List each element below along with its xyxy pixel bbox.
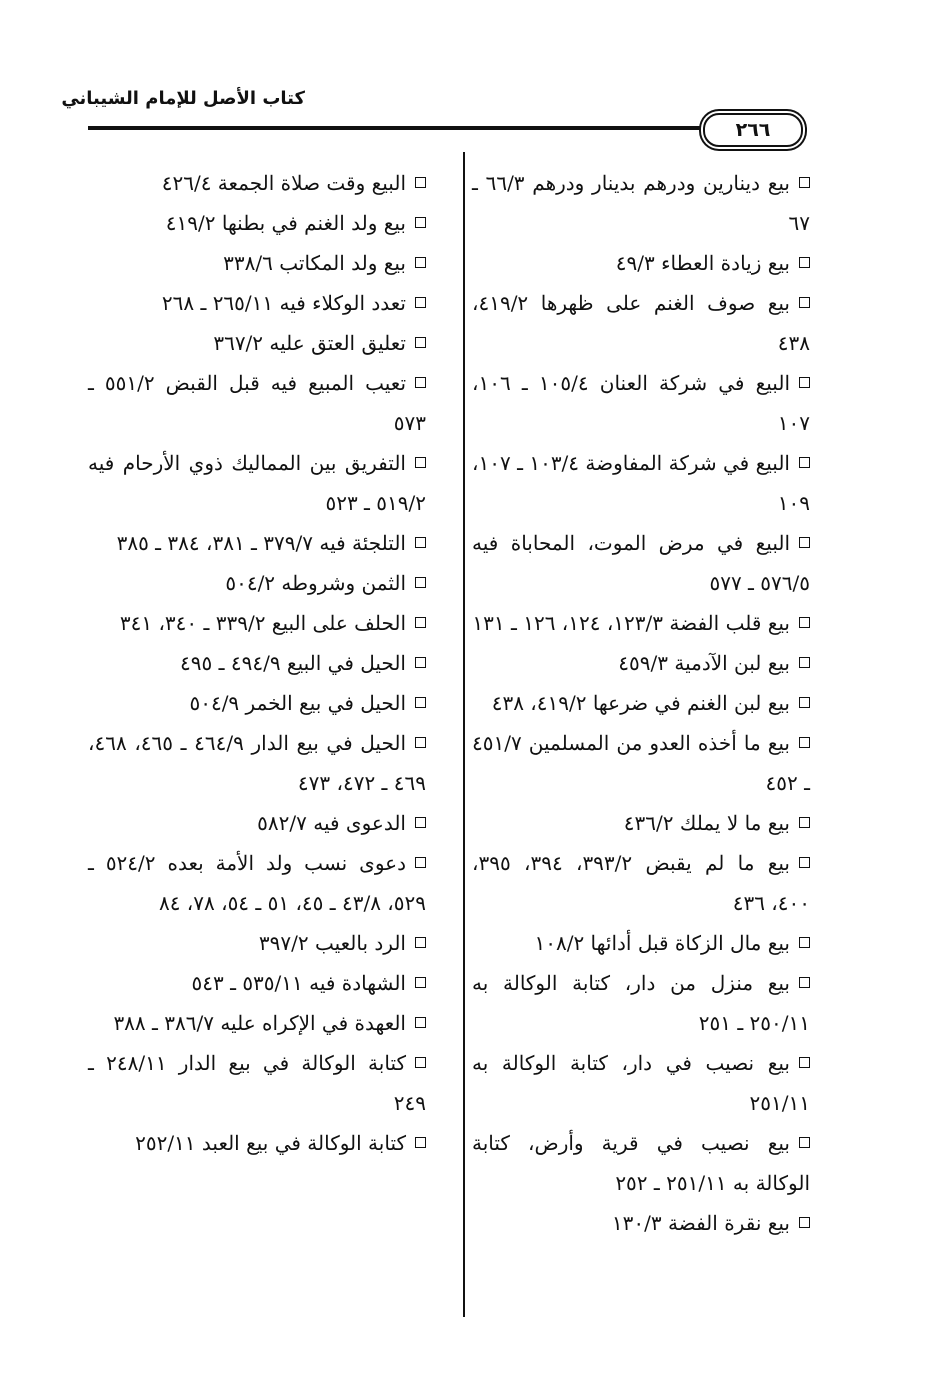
index-entry-text: بيع نصيب في قرية وأرض، كتابة الوكالة به ٢٥١/١١ ـ ٢٥٢ [472, 1131, 810, 1195]
entry-bullet-icon [415, 1017, 426, 1028]
index-entry [88, 563, 426, 603]
index-entry [472, 523, 810, 603]
index-entry-text: الحلف على البيع ٣٣٩/٢ ـ ٣٤٠، ٣٤١ [119, 611, 406, 635]
index-entry-text: بيع مال الزكاة قبل أدائها ١٠٨/٢ [534, 931, 790, 955]
index-entry [472, 443, 810, 523]
entry-bullet-icon [415, 217, 426, 228]
index-entry [472, 923, 810, 963]
index-entry-text: بيع ما لا يملك ٤٣٦/٢ [623, 811, 790, 835]
index-entry-text: الثمن وشروطه ٥٠٤/٢ [225, 571, 406, 595]
index-entry-text: تعدد الوكلاء فيه ٢٦٥/١١ ـ ٢٦٨ [161, 291, 406, 315]
index-entry [88, 163, 426, 203]
index-entry-text: التفريق بين المماليك ذوي الأرحام فيه ٥١٩/٢ ـ ٥٢٣ [88, 451, 426, 515]
index-entry [88, 723, 426, 803]
index-entry-text: الدعوى فيه ٥٨٢/٧ [257, 811, 406, 835]
index-entry-text: الحيل في البيع ٤٩٤/٩ ـ ٤٩٥ [180, 651, 406, 675]
index-entry-text: دعوى نسب ولد الأمة بعده ٥٢٤/٢ ـ ٥٢٩، ٤٣/٨ ـ ٤٥، ٥١ ـ ٥٤، ٧٨، ٨٤ [88, 851, 426, 915]
entry-bullet-icon [415, 337, 426, 348]
index-entry-text: بيع نقرة الفضة ١٣٠/٣ [611, 1211, 790, 1235]
index-entry-text: بيع قلب الفضة ١٢٣/٣، ١٢٤، ١٢٦ ـ ١٣١ [472, 611, 790, 635]
index-entry-text: الشهادة فيه ٥٣٥/١١ ـ ٥٤٣ [191, 971, 406, 995]
entry-bullet-icon [415, 657, 426, 668]
index-entry-text: بيع ما لم يقبض ٣٩٣/٢، ٣٩٤، ٣٩٥، ٤٠٠، ٤٣٦ [472, 851, 810, 915]
entry-bullet-icon [415, 1057, 426, 1068]
entry-bullet-icon [799, 537, 810, 548]
entry-bullet-icon [415, 977, 426, 988]
index-entry [472, 683, 810, 723]
index-entry [88, 1043, 426, 1123]
index-entry-text: بيع دينارين ودرهم بدينار ودرهم ٦٦/٣ ـ ٦٧ [472, 171, 810, 235]
index-entry [88, 803, 426, 843]
index-column-right [472, 163, 810, 1243]
index-entry [472, 963, 810, 1043]
entry-bullet-icon [799, 297, 810, 308]
index-entry [88, 443, 426, 523]
index-entry [88, 843, 426, 923]
index-entry-text: بيع زيادة العطاء ٤٩/٣ [615, 251, 790, 275]
entry-bullet-icon [799, 1217, 810, 1228]
index-entry-text: بيع صوف الغنم على ظهرها ٤١٩/٢، ٤٣٨ [472, 291, 810, 355]
entry-bullet-icon [415, 537, 426, 548]
index-entry [472, 1203, 810, 1243]
index-entry-text: الرد بالعيب ٣٩٧/٢ [258, 931, 406, 955]
entry-bullet-icon [799, 737, 810, 748]
entry-bullet-icon [799, 1057, 810, 1068]
entry-bullet-icon [415, 457, 426, 468]
entry-bullet-icon [799, 177, 810, 188]
index-entry [88, 1123, 426, 1163]
index-entry [88, 643, 426, 683]
entry-bullet-icon [415, 737, 426, 748]
entry-bullet-icon [799, 457, 810, 468]
index-entry-text: بيع نصيب في دار، كتابة الوكالة به ٢٥١/١١ [472, 1051, 810, 1115]
index-entry-text: تعيب المبيع فيه قبل القبض ٥٥١/٢ ـ ٥٧٣ [88, 371, 426, 435]
index-entry [88, 243, 426, 283]
index-column-left [88, 163, 426, 1163]
index-entry-text: البيع في شركة العنان ١٠٥/٤ ـ ١٠٦، ١٠٧ [472, 371, 810, 435]
index-entry [472, 243, 810, 283]
index-entry [472, 723, 810, 803]
entry-bullet-icon [799, 857, 810, 868]
index-entry-text: الحيل في بيع الخمر ٥٠٤/٩ [189, 691, 406, 715]
entry-bullet-icon [415, 857, 426, 868]
index-entry-text: البيع وقت صلاة الجمعة ٤٢٦/٤ [161, 171, 406, 195]
entry-bullet-icon [799, 977, 810, 988]
index-entry-text: كتابة الوكالة في بيع الدار ٢٤٨/١١ ـ ٢٤٩ [88, 1051, 426, 1115]
entry-bullet-icon [799, 377, 810, 388]
entry-bullet-icon [415, 697, 426, 708]
entry-bullet-icon [415, 177, 426, 188]
index-entry-text: العهدة في الإكراه عليه ٣٨٦/٧ ـ ٣٨٨ [113, 1011, 406, 1035]
index-entry [472, 643, 810, 683]
entry-bullet-icon [799, 257, 810, 268]
index-entry [472, 283, 810, 363]
index-entry [472, 363, 810, 443]
index-entry-text: تعليق العتق عليه ٣٦٧/٢ [213, 331, 406, 355]
column-divider [463, 152, 465, 1317]
index-entry-text: التلجئة فيه ٣٧٩/٧ ـ ٣٨١، ٣٨٤ ـ ٣٨٥ [116, 531, 406, 555]
index-entry [472, 1043, 810, 1123]
index-entry [88, 963, 426, 1003]
index-entry-text: الحيل في بيع الدار ٤٦٤/٩ ـ ٤٦٥، ٤٦٨، ٤٦٩ ـ ٤٧٢، ٤٧٣ [88, 731, 426, 795]
entry-bullet-icon [799, 697, 810, 708]
book-title: كتاب الأصل للإمام الشيباني [61, 88, 305, 109]
index-entry-text: البيع في شركة المفاوضة ١٠٣/٤ ـ ١٠٧، ١٠٩ [472, 451, 810, 515]
index-entry [88, 683, 426, 723]
index-entry [472, 803, 810, 843]
entry-bullet-icon [415, 577, 426, 588]
entry-bullet-icon [415, 377, 426, 388]
index-entry-text: بيع ولد المكاتب ٣٣٨/٦ [223, 251, 406, 275]
index-entry [472, 1123, 810, 1203]
index-entry [88, 1003, 426, 1043]
index-entry [88, 283, 426, 323]
index-entry-text: بيع منزل من دار، كتابة الوكالة به ٢٥٠/١١ ـ ٢٥١ [472, 971, 810, 1035]
index-entry [88, 523, 426, 563]
entry-bullet-icon [415, 817, 426, 828]
entry-bullet-icon [799, 617, 810, 628]
index-entry [88, 923, 426, 963]
page-number: ٢٦٦ [703, 113, 803, 147]
index-entry [88, 323, 426, 363]
index-entry [88, 203, 426, 243]
index-entry [88, 363, 426, 443]
entry-bullet-icon [415, 1137, 426, 1148]
entry-bullet-icon [799, 817, 810, 828]
entry-bullet-icon [799, 657, 810, 668]
entry-bullet-icon [415, 297, 426, 308]
index-entry [472, 603, 810, 643]
index-entry [472, 163, 810, 243]
entry-bullet-icon [415, 257, 426, 268]
index-entry [472, 843, 810, 923]
index-entry-text: بيع ولد الغنم في بطنها ٤١٩/٢ [165, 211, 406, 235]
index-entry-text: كتابة الوكالة في بيع العبد ٢٥٢/١١ [135, 1131, 406, 1155]
index-entry-text: بيع لبن الآدمية ٤٥٩/٣ [618, 651, 790, 675]
index-entry-text: البيع في مرض الموت، المحاباة فيه ٥٧٦/٥ ـ ٥٧٧ [472, 531, 810, 595]
index-entry-text: بيع ما أخذه العدو من المسلمين ٤٥١/٧ ـ ٤٥٢ [472, 731, 810, 795]
entry-bullet-icon [415, 937, 426, 948]
index-entry-text: بيع لبن الغنم في ضرعها ٤١٩/٢، ٤٣٨ [491, 691, 790, 715]
index-entry [88, 603, 426, 643]
header-rule [88, 126, 806, 130]
entry-bullet-icon [799, 937, 810, 948]
entry-bullet-icon [799, 1137, 810, 1148]
entry-bullet-icon [415, 617, 426, 628]
